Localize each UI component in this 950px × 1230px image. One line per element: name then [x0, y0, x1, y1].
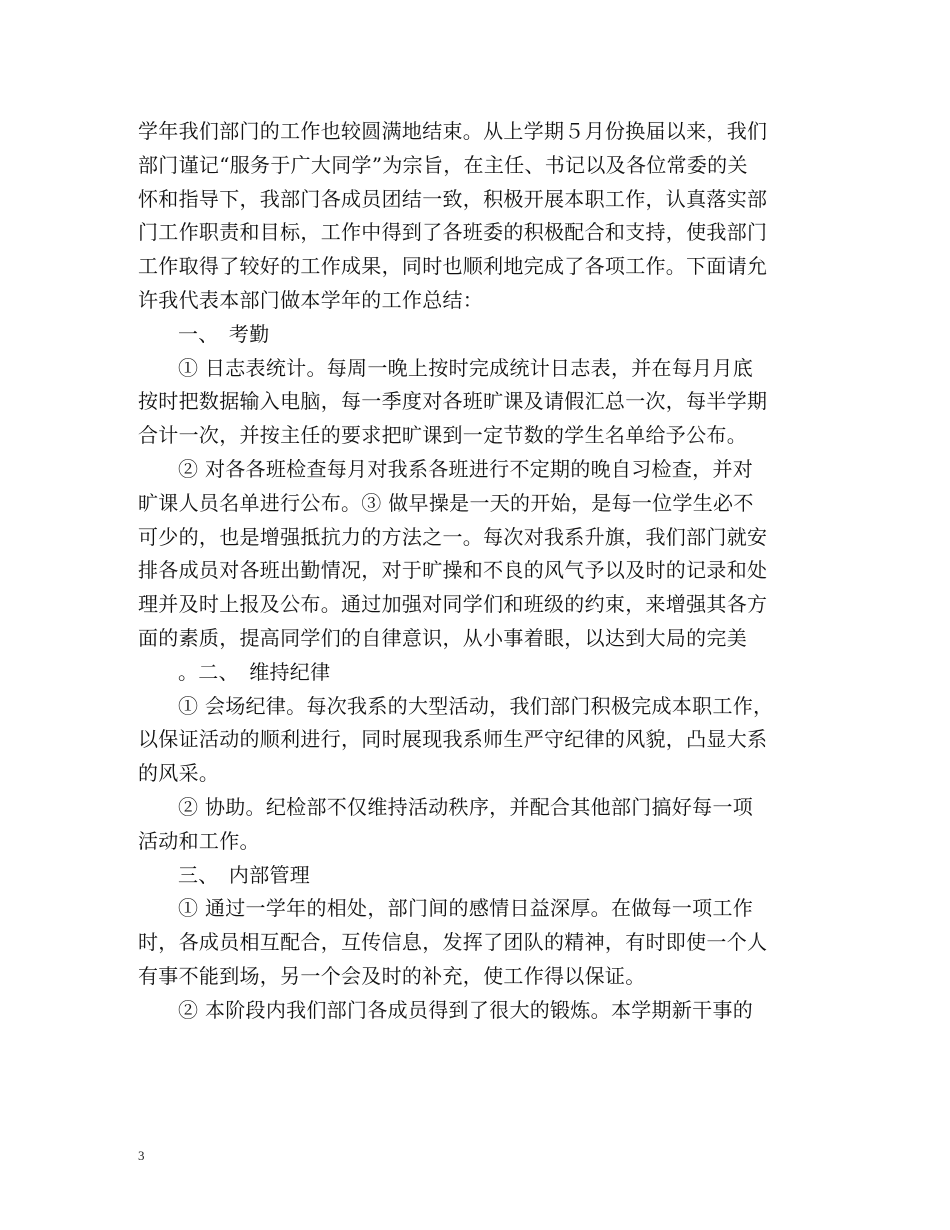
text-line: 以保证活动的顺利进行，同时展现我系师生严守纪律的风貌，凸显大系 — [138, 727, 768, 752]
text-line: ① 日志表统计。每周一晚上按时完成统计日志表，并在每月月底 — [178, 355, 754, 380]
text-line: ① 通过一学年的相处，部门间的感情日益深厚。在做每一项工作 — [178, 896, 754, 921]
text-line: 理并及时上报及公布。通过加强对同学们和班级的约束，来增强其各方 — [138, 592, 768, 617]
text-line: 。二、 维持纪律 — [178, 659, 331, 684]
text-line: 怀和指导下，我部门各成员团结一致，积极开展本职工作，认真落实部 — [138, 186, 768, 211]
text-line: 许我代表本部门做本学年的工作总结： — [138, 287, 484, 312]
text-line: 可少的，也是增强抵抗力的方法之一。每次对我系升旗，我们部门就安 — [138, 524, 768, 549]
text-line: ① 会场纪律。每次我系的大型活动，我们部门积极完成本职工作， — [178, 693, 774, 718]
text-line: 有事不能到场，另一个会及时的补充，使工作得以保证。 — [138, 963, 646, 988]
text-line: 合计一次，并按主任的要求把旷课到一定节数的学生名单给予公布。 — [138, 423, 747, 448]
text-line: 学年我们部门的工作也较圆满地结束。从上学期５月份换届以来，我们 — [138, 119, 768, 143]
text-line: 时，各成员相互配合，互传信息，发挥了团队的精神，有时即使一个人 — [138, 930, 768, 955]
text-line: ② 协助。纪检部不仅维持活动秩序，并配合其他部门搞好每一项 — [178, 794, 754, 819]
text-line: 按时把数据输入电脑，每一季度对各班旷课及请假汇总一次，每半学期 — [138, 389, 768, 414]
text-line: 面的素质，提高同学们的自律意识，从小事着眼，以达到大局的完美 — [138, 625, 747, 650]
text-line: ② 本阶段内我们部门各成员得到了很大的锻炼。本学期新干事的 — [178, 997, 754, 1022]
text-line: 一、 考勤 — [178, 321, 270, 346]
body-text — [138, 115, 828, 1028]
text-line: 旷课人员名单进行公布。③ 做早操是一天的开始，是每一位学生必不 — [138, 490, 754, 515]
text-line: 部门谨记“服务于广大同学”为宗旨，在主任、书记以及各位常委的关 — [138, 152, 748, 177]
text-line: ② 对各各班检查每月对我系各班进行不定期的晚自习检查，并对 — [178, 456, 754, 481]
text-line: 门工作职责和目标，工作中得到了各班委的积极配合和支持，使我部门 — [138, 220, 768, 245]
text-line: 三、 内部管理 — [178, 862, 311, 887]
text-line: 的风采。 — [138, 761, 220, 786]
text-line: 排各成员对各班出勤情况，对于旷操和不良的风气予以及时的记录和处 — [138, 558, 768, 583]
page-number: 3 — [138, 1148, 145, 1163]
text-line: 活动和工作。 — [138, 828, 260, 853]
text-line: 工作取得了较好的工作成果，同时也顺利地完成了各项工作。下面请允 — [138, 254, 768, 279]
